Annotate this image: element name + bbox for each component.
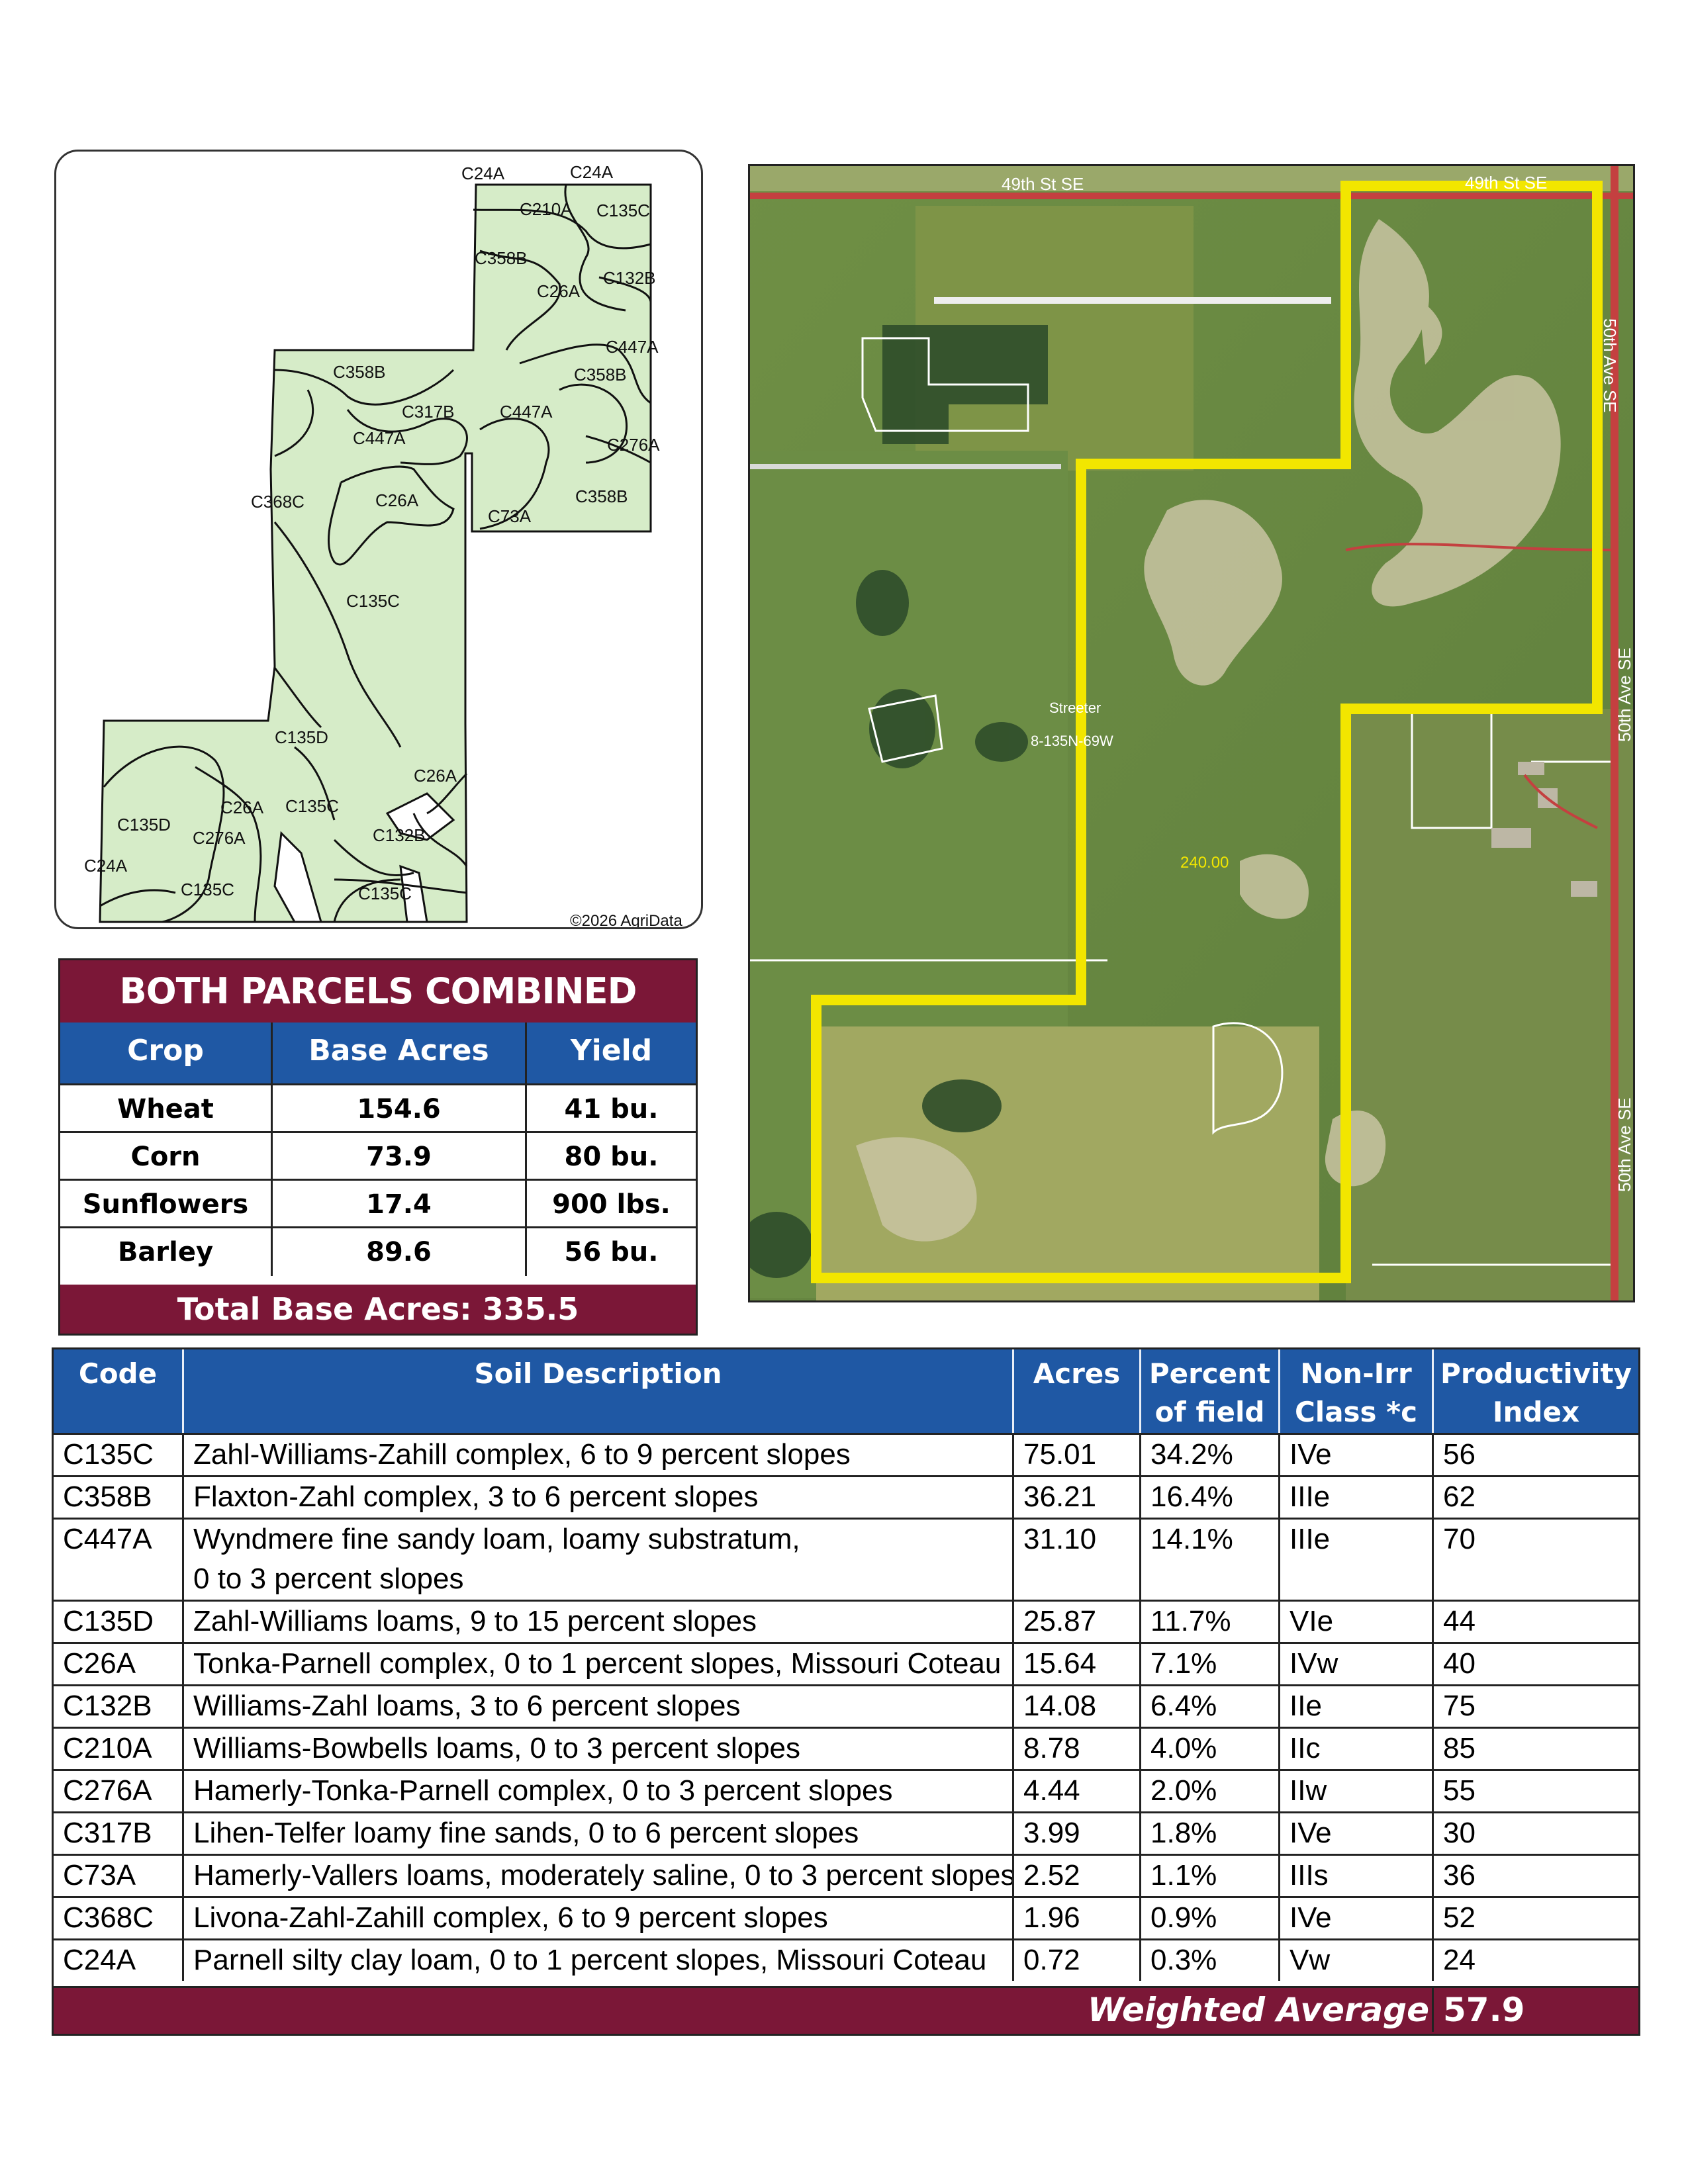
productivity-cell: 24 [1432, 1940, 1638, 1981]
class-cell: IVw [1278, 1644, 1432, 1684]
soil-label: C132B [603, 268, 656, 288]
description-cell: Lihen-Telfer loamy fine sands, 0 to 6 percent slopes [182, 1813, 1012, 1854]
class-cell: Vw [1278, 1940, 1432, 1981]
table-row [60, 1083, 696, 1131]
soil-label: C210A [520, 199, 573, 219]
percent-cell: 2.0% [1139, 1771, 1278, 1811]
class-cell: IIw [1278, 1771, 1432, 1811]
table-row [54, 1433, 1638, 1475]
table-row [54, 1600, 1638, 1642]
soil-label: C368C [251, 492, 305, 512]
soil-label: C24A [570, 162, 614, 182]
copyright-text: ©2026 AgriData [570, 912, 682, 930]
class-cell: IIe [1278, 1686, 1432, 1727]
col-header-yield: Yield [525, 1023, 696, 1083]
description-cell: Hamerly-Tonka-Parnell complex, 0 to 3 percent slopes [182, 1771, 1012, 1811]
soil-label: C135C [346, 591, 400, 611]
base-acres-cell: 73.9 [271, 1133, 525, 1181]
col-header-productivity: Productivity Index [1432, 1349, 1638, 1433]
soil-label: C135D [275, 727, 328, 747]
productivity-cell: 70 [1432, 1520, 1638, 1600]
code-cell: C210A [63, 1732, 152, 1764]
soil-map [54, 150, 703, 929]
soil-label: C276A [607, 435, 660, 455]
class-cell: IIIe [1278, 1477, 1432, 1518]
soil-label: C358B [333, 362, 386, 382]
class-cell: IIIs [1278, 1856, 1432, 1896]
percent-cell: 1.8% [1139, 1813, 1278, 1854]
percent-cell: 11.7% [1139, 1602, 1278, 1642]
soil-label: C132B [373, 825, 426, 845]
soil-label: C26A [414, 766, 457, 786]
code-cell: C26A [63, 1647, 136, 1680]
soil-label: C135C [181, 880, 234, 899]
productivity-cell: 30 [1432, 1813, 1638, 1854]
productivity-cell: 55 [1432, 1771, 1638, 1811]
class-cell: IIIe [1278, 1520, 1432, 1600]
soil-label: C358B [574, 365, 627, 385]
soil-label: C26A [220, 797, 264, 817]
crop-cell: Wheat [117, 1094, 214, 1124]
total-base-acres: Total Base Acres: 335.5 [60, 1285, 696, 1334]
road-label-49th: 49th St SE [1002, 174, 1084, 194]
table-row [60, 1179, 696, 1226]
percent-cell: 4.0% [1139, 1729, 1278, 1769]
percent-cell: 1.1% [1139, 1856, 1278, 1896]
table-row [54, 1727, 1638, 1769]
soil-label: C135C [285, 796, 339, 816]
col-header-base-acres: Base Acres [271, 1023, 525, 1083]
percent-cell: 6.4% [1139, 1686, 1278, 1727]
road-label-50th-bottom: 50th Ave SE [1615, 1097, 1634, 1192]
class-cell: IVe [1278, 1435, 1432, 1475]
table-row [54, 1475, 1638, 1518]
description-cell: Zahl-Williams loams, 9 to 15 percent slopes [182, 1602, 1012, 1642]
parcels-table [58, 958, 698, 1336]
soil-label: C73A [488, 506, 532, 526]
acres-cell: 8.78 [1012, 1729, 1139, 1769]
description-cell: Livona-Zahl-Zahill complex, 6 to 9 percent slopes [182, 1898, 1012, 1938]
code-cell: C135C [63, 1438, 154, 1471]
yield-cell: 56 bu. [525, 1228, 696, 1276]
soil-label: C26A [537, 281, 581, 301]
soil-label: C447A [606, 337, 659, 357]
weighted-average-label: Weighted Average [1088, 1991, 1429, 2029]
road-label-50th-mid: 50th Ave SE [1615, 647, 1634, 742]
description-cell: Wyndmere fine sandy loam, loamy substratum, 0 to 3 percent slopes [182, 1520, 1012, 1600]
productivity-cell: 36 [1432, 1856, 1638, 1896]
soil-map-drawing [56, 152, 703, 929]
description-cell: Williams-Zahl loams, 3 to 6 percent slopes [182, 1686, 1012, 1727]
soil-label: C135C [596, 201, 650, 220]
percent-cell: 16.4% [1139, 1477, 1278, 1518]
crop-cell: Corn [130, 1142, 201, 1172]
soil-label: C135C [358, 884, 412, 903]
section-label: 8-135N-69W [1031, 733, 1113, 749]
productivity-cell: 52 [1432, 1898, 1638, 1938]
crop-cell: Sunflowers [82, 1189, 249, 1220]
soil-label: C24A [84, 856, 128, 876]
acres-cell: 25.87 [1012, 1602, 1139, 1642]
description-cell: Williams-Bowbells loams, 0 to 3 percent slopes [182, 1729, 1012, 1769]
soil-label: C358B [475, 248, 528, 268]
acres-label: 240.00 [1180, 854, 1229, 872]
class-cell: IIc [1278, 1729, 1432, 1769]
table-row [54, 1684, 1638, 1727]
base-acres-cell: 17.4 [271, 1181, 525, 1228]
description-cell: Parnell silty clay loam, 0 to 1 percent slopes, Missouri Coteau [182, 1940, 1012, 1981]
col-header-percent: Percent of field [1139, 1349, 1278, 1433]
soil-label: C26A [375, 490, 419, 510]
code-cell: C447A [63, 1523, 152, 1555]
road-label-50th-top: 50th Ave SE [1600, 318, 1620, 413]
productivity-cell: 62 [1432, 1477, 1638, 1518]
yield-cell: 900 lbs. [525, 1181, 696, 1228]
acres-cell: 15.64 [1012, 1644, 1139, 1684]
base-acres-cell: 154.6 [271, 1085, 525, 1133]
acres-cell: 2.52 [1012, 1856, 1139, 1896]
code-cell: C276A [63, 1774, 152, 1807]
acres-cell: 36.21 [1012, 1477, 1139, 1518]
aerial-map [748, 164, 1635, 1302]
description-cell: Tonka-Parnell complex, 0 to 1 percent slopes, Missouri Coteau [182, 1644, 1012, 1684]
productivity-cell: 44 [1432, 1602, 1638, 1642]
yield-cell: 80 bu. [525, 1133, 696, 1181]
acres-cell: 75.01 [1012, 1435, 1139, 1475]
description-cell: Zahl-Williams-Zahill complex, 6 to 9 percent slopes [182, 1435, 1012, 1475]
soil-label: C276A [193, 828, 246, 848]
acres-cell: 0.72 [1012, 1940, 1139, 1981]
table-row [54, 1938, 1638, 1981]
productivity-cell: 40 [1432, 1644, 1638, 1684]
aerial-drawing [750, 166, 1635, 1302]
percent-cell: 7.1% [1139, 1644, 1278, 1684]
soil-label: C447A [353, 428, 406, 448]
soil-table-header [54, 1349, 1638, 1433]
col-header-crop: Crop [60, 1023, 271, 1083]
road-label-49th-right: 49th St SE [1465, 173, 1548, 193]
soil-label: C317B [402, 402, 455, 422]
acres-cell: 31.10 [1012, 1520, 1139, 1600]
table-row [54, 1769, 1638, 1811]
parcels-header [60, 1023, 696, 1083]
code-cell: C368C [63, 1901, 154, 1934]
percent-cell: 0.3% [1139, 1940, 1278, 1981]
class-cell: IVe [1278, 1813, 1432, 1854]
productivity-cell: 56 [1432, 1435, 1638, 1475]
soil-table [52, 1347, 1640, 2036]
percent-cell: 0.9% [1139, 1898, 1278, 1938]
soil-label: C447A [500, 402, 553, 422]
acres-cell: 3.99 [1012, 1813, 1139, 1854]
weighted-average-row [54, 1986, 1638, 2034]
code-cell: C132B [63, 1690, 152, 1722]
code-cell: C73A [63, 1859, 136, 1891]
table-row [54, 1896, 1638, 1938]
table-row [54, 1518, 1638, 1600]
col-header-class: Non-Irr Class *c [1278, 1349, 1432, 1433]
productivity-cell: 85 [1432, 1729, 1638, 1769]
description-cell: Flaxton-Zahl complex, 3 to 6 percent slopes [182, 1477, 1012, 1518]
yield-cell: 41 bu. [525, 1085, 696, 1133]
code-cell: C24A [63, 1944, 136, 1976]
productivity-cell: 75 [1432, 1686, 1638, 1727]
code-cell: C317B [63, 1817, 152, 1849]
description-cell: Hamerly-Vallers loams, moderately saline, 0 to 3 percent slopes [182, 1856, 1012, 1896]
acres-cell: 4.44 [1012, 1771, 1139, 1811]
class-cell: VIe [1278, 1602, 1432, 1642]
acres-cell: 14.08 [1012, 1686, 1139, 1727]
table-row [60, 1131, 696, 1179]
soil-label: C24A [461, 163, 505, 183]
percent-cell: 34.2% [1139, 1435, 1278, 1475]
soil-label: C358B [575, 486, 628, 506]
township-label: Streeter [1049, 700, 1102, 716]
soil-label: C135D [117, 815, 171, 835]
class-cell: IVe [1278, 1898, 1432, 1938]
code-cell: C358B [63, 1480, 152, 1513]
col-header-acres: Acres [1012, 1349, 1139, 1433]
parcels-title: BOTH PARCELS COMBINED [60, 960, 696, 1023]
base-acres-cell: 89.6 [271, 1228, 525, 1276]
table-row [60, 1226, 696, 1274]
table-row [54, 1811, 1638, 1854]
crop-cell: Barley [117, 1237, 214, 1267]
acres-cell: 1.96 [1012, 1898, 1139, 1938]
table-row [54, 1642, 1638, 1684]
col-header-description: Soil Description [182, 1349, 1012, 1433]
table-row [54, 1854, 1638, 1896]
percent-cell: 14.1% [1139, 1520, 1278, 1600]
col-header-code: Code [78, 1357, 158, 1390]
code-cell: C135D [63, 1605, 154, 1637]
weighted-average-value: 57.9 [1432, 1988, 1638, 2032]
